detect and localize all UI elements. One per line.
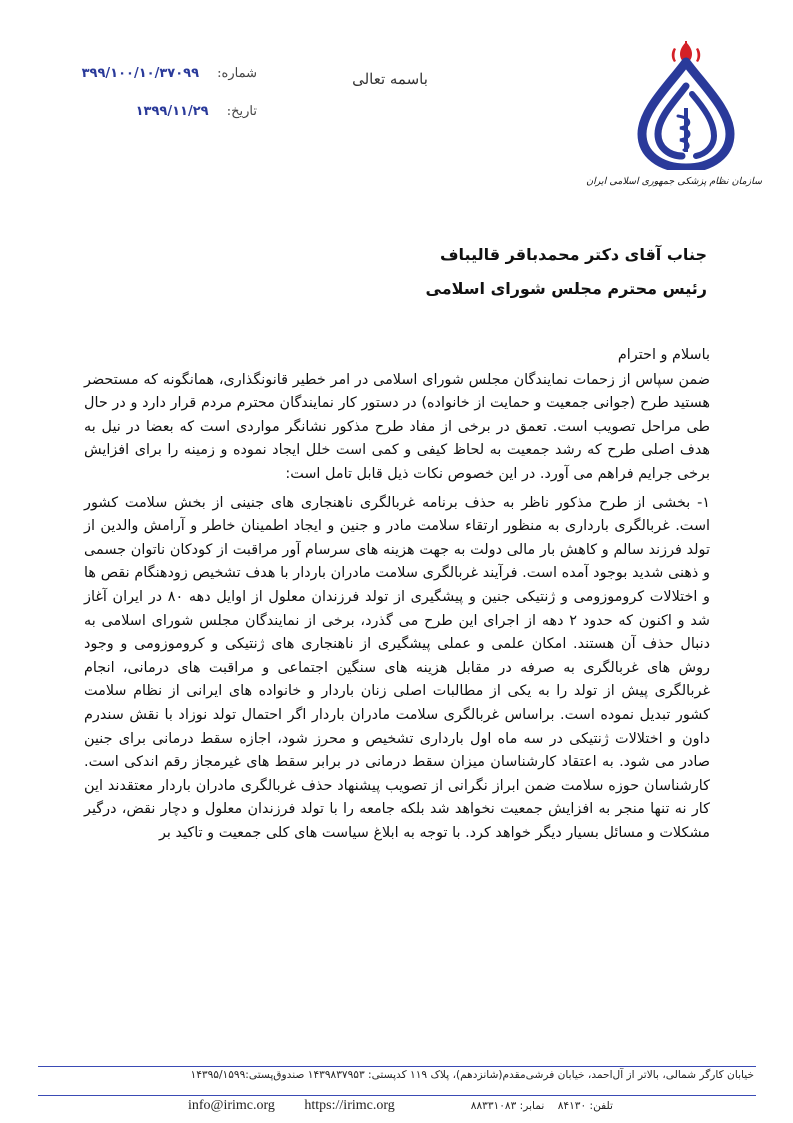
organization-logo: [586, 40, 762, 200]
footer-divider-top: [38, 1066, 756, 1067]
footer-divider-bottom: [38, 1095, 756, 1096]
recipient-name: جناب آقای دکتر محمدباقر قالیباف: [439, 245, 707, 264]
recipient-title: رئیس محترم مجلس شورای اسلامی: [425, 279, 707, 298]
letter-date-label: تاریخ:: [226, 104, 257, 119]
letter-date-value: ۱۳۹۹/۱۱/۲۹: [135, 104, 209, 119]
body-paragraph-1: ضمن سپاس از زحمات نمایندگان مجلس شورای اسلامی در امر خطیر قانونگذاری، همانگونه که مستحضر هستید طرح (جوانی جمعیت و حمایت از خانواده) در دستور کار نمایندگان محترم مردم قرار دارد و در حال طی مراحل تصویب است. تعمق در برخی از مفاد طرح مذکور نشانگر مواردی است که بعضا در نیل به هدف اصلی طرح که رشد جمعیت به لحاظ کیفی و کمی است خلل ایجاد نموده و زمینه را برای افزایش برخی جرایم فراهم می آورد. در این خصوص نکات ذیل قابل تامل است:: [84, 371, 710, 482]
letter-date-row: [136, 104, 257, 119]
letter-number-row: [82, 66, 257, 81]
body-paragraph-2: ۱- بخشی از طرح مذکور ناظر به حذف برنامه غربالگری ناهنجاری های جنینی از بخش سلامت کشور است. غربالگری بارداری به منظور ارتقاء سلامت مادر و جنین و ایجاد اطمینان خاطر و آرامش والدین از تولد فرزند سالم و کاهش بار مالی دولت به جهت هزینه های سرسام آور مراقبت از کودکان ناتوان جسمی و ذهنی شدید بوجود آمده است. فرآیند غربالگری سلامت مادران باردار با هدف تشخیص زودهنگام نقص ها و اختلالات کروموزومی و ژنتیکی جنین و پیشگیری از تولد فرزندان معلول از اوایل دهه ۸۰ در ایران آغاز شد و اکنون که حدود ۲ دهه از اجرای این طرح می گذرد، برخی از نمایندگان مجلس شورای اسلامی به دنبال حذف آن هستند. امکان علمی و عملی پیشگیری از ناهنجاری های ژنتیکی و کروموزومی و وجود روش های غربالگری به صرفه در مقابل هزینه های سنگین اجتماعی و مراقبت های درمانی، انجام غربالگری پیش از تولد را به یکی از مطالبات اصلی زنان باردار و خانواده های ایرانی از نظام سلامت کشور تبدیل نموده است. براساس غربالگری سلامت مادران باردار اگر احتمال تولد نوزاد با نقش سندرم داون و اختلالات ژنتیکی در سه ماه اول بارداری تشخیص و محرز شود، اجازه سقط درمانی برای جنین صادر می شود. به اعتقاد کارشناسان میزان سقط درمانی در برابر سقط های غیرمجاز رقم اندکی است. کارشناسان حوزه سلامت ضمن ابراز نگرانی از تصویب پیشنهاد حذف غربالگری مادران باردار معتقدند این کار نه تنها منجر به افزایش جمعیت نخواهد شد بلکه جامعه را با تولد فرزندان معلول و دچار نقض، درگیر مشکلات و مسائل بسیار دیگر خواهد کرد. با توجه به ابلاغ سیاست های کلی جمعیت و تاکید بر: [84, 494, 711, 841]
footer-web: [188, 1098, 421, 1114]
letter-number-label: شماره:: [217, 66, 257, 81]
letter-body: [84, 344, 710, 850]
footer-fax: نمابر: ۸۸۳۳۱۰۸۳: [470, 1100, 545, 1112]
irimc-emblem-icon: [630, 40, 742, 170]
invocation-heading: باسمه تعالی: [352, 70, 428, 88]
logo-caption: سازمان نظام پزشکی جمهوری اسلامی ایران: [586, 176, 762, 187]
footer-website-link[interactable]: https://irimc.org: [304, 1098, 395, 1113]
salutation: باسلام و احترام: [617, 347, 710, 363]
recipient-block: [107, 238, 707, 306]
footer-address: خیابان کارگر شمالی، بالاتر از آل‌احمد، خیابان فرشی‌مقدم(شانزدهم)، پلاک ۱۱۹ کدپستی: ۱۴۳۹۸۳۷۹۵۳ صندوق‌پستی:۱۴۳۹۵/۱۵۹۹: [190, 1069, 754, 1081]
letter-number-value: ۳۹۹/۱۰۰/۱۰/۳۷۰۹۹: [81, 66, 200, 81]
footer-contact: [461, 1100, 613, 1112]
footer-email-link[interactable]: info@irimc.org: [188, 1098, 275, 1113]
footer-phone: تلفن: ۸۴۱۳۰: [557, 1100, 613, 1112]
